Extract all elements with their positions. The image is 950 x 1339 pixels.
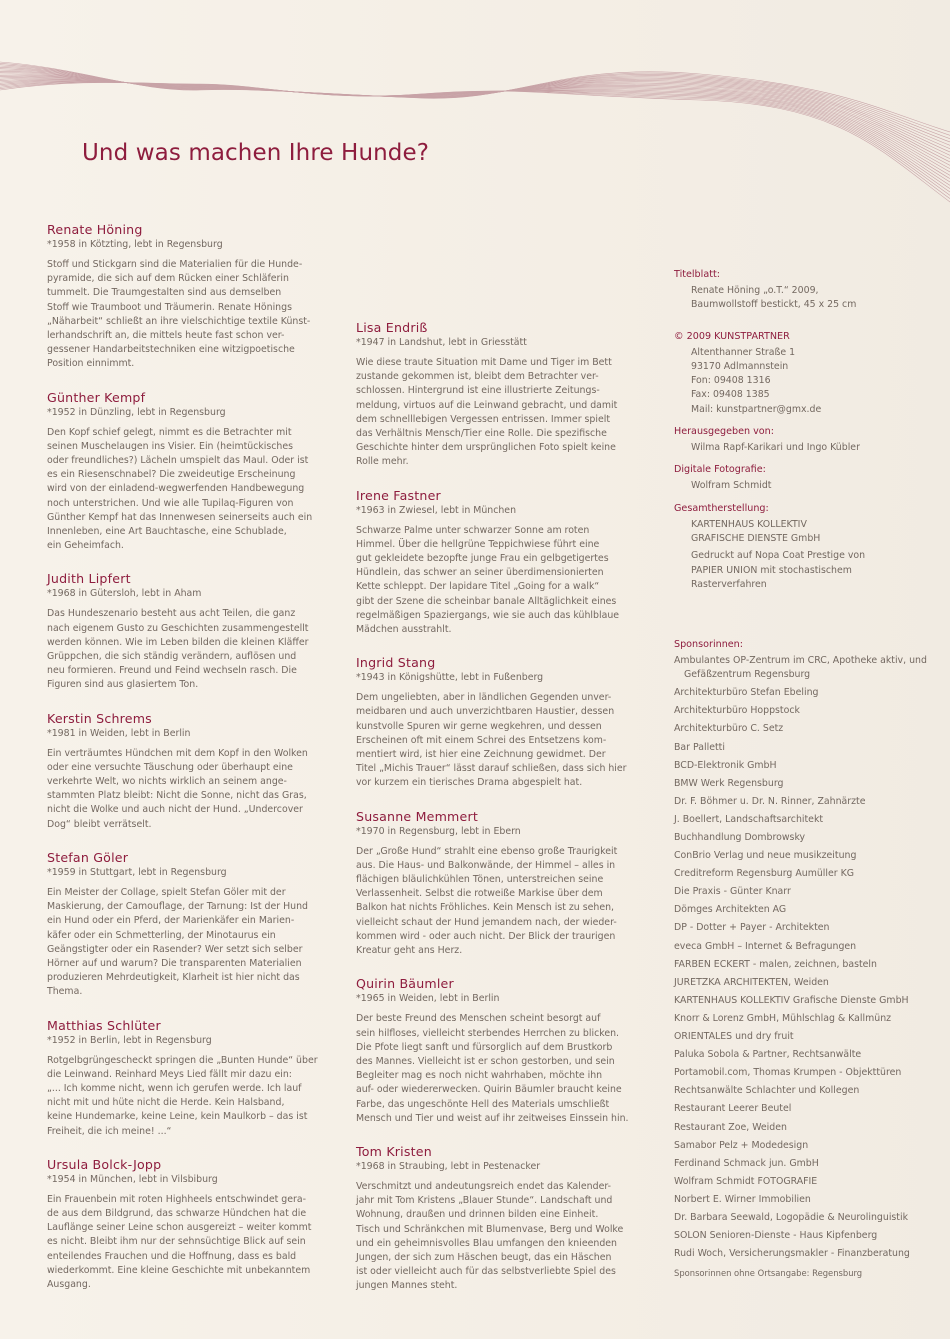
artist-meta: *1965 in Weiden, lebt in Berlin <box>356 993 500 1005</box>
sponsor-item: Samabor Pelz + Modedesign <box>674 1139 809 1151</box>
artist-text: Ein verträumtes Hündchen mit dem Kopf in den Wolken oder eine versuchte Täuschung oder überhaupt eine verkehrte Welt, wo nichts wirklich an seinem ange- stammten Platz bleibt: Nicht die Sonne, nicht das Gras, nicht die Wolke und auch nicht der Hund. „Undercover Dog“ bleibt verrätselt. <box>47 747 308 830</box>
artist-entry <box>356 488 638 638</box>
sponsors-list <box>674 654 936 1261</box>
artist-name: Lisa Endriß <box>356 320 428 335</box>
imprint-editors <box>674 425 936 455</box>
decorative-wave-lines <box>0 0 950 230</box>
artists-column-left <box>47 222 329 1292</box>
imprint-production <box>674 502 936 592</box>
sponsor-item: DP - Dotter + Payer - Architekten <box>674 922 830 934</box>
artist-entry <box>356 1144 638 1294</box>
artist-meta: *1963 in Zwiesel, lebt in München <box>356 504 517 516</box>
artist-meta: *1968 in Straubing, lebt in Pestenacker <box>356 1160 541 1172</box>
artist-meta: *1952 in Berlin, lebt in Regensburg <box>47 1034 212 1046</box>
sponsor-item: Rechtsanwälte Schlachter und Kollegen <box>674 1085 860 1097</box>
artist-name: Judith Lipfert <box>47 571 131 587</box>
sponsor-item: Buchhandlung Dombrowsky <box>674 832 806 843</box>
artist-text: Wie diese traute Situation mit Dame und Tiger im Bett zustande gekommen ist, bleibt dem Betrachter ver- schlossen. Hintergrund ist eine illustrierte Zeitungs- meldung, virtuos auf die Leinwand gebracht, und damit dem schnelllebigen Vergessen entrissen. Immer spielt das Verhältnis Mensch/Tier eine Rolle. Die spezifische Geschichte hinter dem ursprünglichen Foto spielt keine Rolle mehr. <box>356 357 618 468</box>
imprint-label: Gesamtherstellung: <box>674 502 769 514</box>
sponsor-item: Paluka Sobola & Partner, Rechtsanwälte <box>674 1049 862 1061</box>
artist-entry <box>47 390 329 554</box>
artist-meta: *1958 in Kötzting, lebt in Regensburg <box>47 239 223 250</box>
sponsor-item: Creditreform Regensburg Aumüller KG <box>674 868 855 880</box>
wave-line <box>0 81 950 189</box>
sponsor-item: BCD-Elektronik GmbH <box>674 759 777 771</box>
imprint-label: Titelblatt: <box>674 269 720 280</box>
sponsor-item: JURETZKA ARCHITEKTEN, Weiden <box>674 976 829 988</box>
email-text: Mail: kunstpartner@gmx.de <box>691 403 822 415</box>
artist-meta: *1981 in Weiden, lebt in Berlin <box>47 727 191 739</box>
sponsor-item: Restaurant Zoe, Weiden <box>674 1121 787 1133</box>
sponsor-item: Ferdinand Schmack jun. GmbH <box>674 1157 819 1169</box>
sponsor-item: Architekturbüro C. Setz <box>674 723 784 735</box>
sponsor-item: Dömges Architekten AG <box>674 904 787 916</box>
sponsor-item: Restaurant Leerer Beutel <box>674 1103 792 1115</box>
imprint-value: KARTENHAUS KOLLEKTIV GRAFISCHE DIENSTE GmbH Gedruckt auf Nopa Coat Prestige von PAPIER UNION mit stochastischem Rasterverfahren <box>691 518 866 590</box>
artist-text: Dem ungeliebten, aber in ländlichen Gegenden unver- meidbaren und auch unverzichtbaren Haustier, dessen kunstvolle Spuren wir gerne wegkehren, und dessen Erscheinen oft mit einem Schrei des Entsetzens kom- mentiert wird, ist hier eine Zeichnung gewidmet. Der Titel „Michis Trauer“ lässt darauf schließen, dass sich hier vor kurzem ein tierisches Drama abgespielt hat. <box>356 692 627 789</box>
artist-name: Irene Fastner <box>356 487 441 503</box>
sponsor-item: SOLON Senioren-Dienste - Haus Kipfenberg <box>674 1230 878 1242</box>
imprint-value: Wilma Rapf-Karikari und Ingo Kübler <box>691 442 860 454</box>
sponsor-item: Dr. Barbara Seewald, Logopädie & Neurolinguistik <box>674 1211 909 1223</box>
sponsor-item: ConBrio Verlag und neue musikzeitung <box>674 850 857 862</box>
imprint-cover <box>674 268 936 313</box>
imprint-label: Herausgegeben von: <box>674 426 774 438</box>
sponsors-note: Sponsorinnen ohne Ortsangabe: Regensburg <box>674 1268 863 1279</box>
sponsor-item: Architekturbüro Hoppstock <box>674 705 800 717</box>
sponsor-item: Norbert E. Wirner Immobilien <box>674 1193 811 1205</box>
artist-meta: *1968 in Gütersloh, lebt in Aham <box>47 588 202 600</box>
sponsor-item: Rudi Woch, Versicherungsmakler - Finanzberatung <box>674 1248 910 1260</box>
imprint-value: Renate Höning „o.T.“ 2009, Baumwollstoff bestickt, 45 x 25 cm <box>691 285 857 311</box>
artist-name: Stefan Göler <box>47 849 129 865</box>
artist-name: Renate Höning <box>47 222 143 237</box>
artist-name: Tom Kristen <box>356 1143 432 1159</box>
page-title: Und was machen Ihre Hunde? <box>82 140 430 166</box>
artist-entry <box>47 222 329 372</box>
artist-text: Verschmitzt und andeutungsreich endet das Kalender- jahr mit Tom Kristens „Blauer Stunde“. Landschaft und Wohnung, draußen und drinnen bilden eine Einheit. Tisch und Schränkchen mit Blumenvase, Berg und Wolke und ein geheimnisvolles Blau umfangen den knieenden Jungen, der sich zum Häschen beugt, das ein Häschen ist oder vielleicht auch für das selbstverliebte Spiel des jungen Mannes steht. <box>356 1180 624 1292</box>
artist-meta: *1959 in Stuttgart, lebt in Regensburg <box>47 866 227 878</box>
artist-entry <box>356 976 638 1126</box>
sponsor-item: J. Boellert, Landschaftsarchitekt <box>674 813 824 825</box>
imprint-photography <box>674 463 936 493</box>
artist-meta: *1970 in Regensburg, lebt in Ebern <box>356 825 521 837</box>
imprint-publisher <box>674 330 936 417</box>
artist-text: Den Kopf schief gelegt, nimmt es die Betrachter mit seinen Muschelaugen ins Visier. Ein (heimtückisches oder freundliches?) Lächeln umspielt das Maul. Oder ist es ein Riesenschnabel? Die zweideutige Erscheinung wird von der einladend-wegwerfenden Handbewegung noch unterstrichen. Und wie alle Tupilaq-Figuren von Günther Kempf hat das Innenwesen seinerseits auch ein Innenleben, eine Art Bauchtasche, eine Schublade, ein Geheimfach. <box>47 426 313 552</box>
artist-entry <box>356 320 638 470</box>
sponsor-item: BMW Werk Regensburg <box>674 777 784 789</box>
artist-text: Stoff und Stickgarn sind die Materialien für die Hunde- pyramide, die sich auf dem Rücken einer Schläferin tummelt. Die Traumgestalten sind aus demselben Stoff wie Traumboot und Träumerin. Renate Hönings „Näharbeit“ schließt an ihre vielschichtige textile Künst- lerhandschrift an, die mittels heute fast schon ver- gessener Handarbeitstechniken eine witzigpoetische Position einnimmt. <box>47 259 311 370</box>
artist-text: Ein Meister der Collage, spielt Stefan Göler mit der Maskierung, der Camouflage, der Tarnung: Ist der Hund ein Hund oder ein Pferd, der Marienkäfer ein Marien- käfer oder ein Schmetterling, der Minotaurus ein Geängstigter oder ein Rasender? Wer setzt sich selber Hörner auf und warum? Die transparenten Materialien produzieren Mehrdeutigkeit, Klarheit ist hier nicht das Thema. <box>47 886 308 998</box>
sponsor-item: Knorr & Lorenz GmbH, Mühlschlag & Kallmünz <box>674 1012 892 1024</box>
sponsor-item: ORIENTALES und dry fruit <box>674 1031 794 1043</box>
sponsor-item: Die Praxis - Günter Knarr <box>674 886 791 898</box>
sponsor-item: eveca GmbH – Internet & Befragungen <box>674 940 857 952</box>
sponsor-item: Wolfram Schmidt FOTOGRAFIE <box>674 1175 818 1187</box>
artist-entry <box>356 655 638 790</box>
wave-line <box>0 69 950 149</box>
wave-line <box>0 63 950 135</box>
artist-text: Ein Frauenbein mit roten Highheels entschwindet gera- de aus dem Bildgrund, das schwarze Hündchen hat die Lauflänge seiner Leine schon ausgereizt – weiter kommt es nicht. Bleibt ihm nur der sehnsüchtige Blick auf sein enteilendes Frauchen und die Hoffnung, dass es bald wiederkommt. Eine kleine Geschichte mit unbekanntem Ausgang. <box>47 1193 312 1290</box>
sponsor-item: Portamobil.com, Thomas Krumpen - Objekttüren <box>674 1067 902 1079</box>
artist-entry <box>356 809 638 959</box>
artist-text: Der „Große Hund“ strahlt eine ebenso große Traurigkeit aus. Die Haus- und Balkonwände, der Himmel – alles in flächigen bläulichkühlen Tönen, unterstreichen seine Verlassenheit. Selbst die rotweiße Markise über dem Balkon hat nichts Fröhliches. Kein Mensch ist zu sehen, vielleicht schaut der Hund jemandem nach, der wieder- kommen wird - oder auch nicht. Der Blick der traurigen Kreatur geht ans Herz. <box>356 845 618 957</box>
sponsors-heading: Sponsorinnen: <box>674 639 743 651</box>
artist-entry <box>47 1157 329 1292</box>
artist-entry <box>47 1018 329 1139</box>
artist-entry <box>47 571 329 692</box>
artist-meta: *1943 in Königshütte, lebt in Fußenberg <box>356 672 544 684</box>
sponsor-item: Dr. F. Böhmer u. Dr. N. Rinner, Zahnärzte <box>674 795 866 807</box>
artist-text: Das Hundeszenario besteht aus acht Teilen, die ganz nach eigenem Gusto zu Geschichten zusammengestellt werden können. Wie im Leben bilden die kleinen Kläffer Grüppchen, die sich ständig verändern, auflösen und neu formieren. Freund und Feind wechseln rasch. Die Figuren sind aus glasiertem Ton. <box>47 608 309 691</box>
imprint-address: Altenthanner Straße 1 93170 Adlmannstein Fon: 09408 1316 Fax: 09408 1385 Mail: kunstpartner@gmx.de <box>691 346 936 417</box>
artist-name: Susanne Memmert <box>356 808 478 824</box>
imprint-value: Wolfram Schmidt <box>691 480 772 492</box>
artist-entry <box>47 711 329 832</box>
sponsor-item: Bar Palletti <box>674 741 725 753</box>
artist-name: Quirin Bäumler <box>356 976 454 992</box>
artist-name: Matthias Schlüter <box>47 1017 161 1033</box>
artist-meta: *1947 in Landshut, lebt in Griesstätt <box>356 337 527 348</box>
sponsor-item: KARTENHAUS KOLLEKTIV Grafische Dienste GmbH <box>674 994 909 1006</box>
sponsor-item: Ambulantes OP-Zentrum im CRC, Apotheke aktiv, und Gefäßzentrum Regensburg <box>674 655 927 681</box>
sponsor-item: Architekturbüro Stefan Ebeling <box>674 687 819 699</box>
artists-column-middle <box>356 320 638 1294</box>
artist-name: Kerstin Schrems <box>47 710 152 726</box>
artist-name: Günther Kempf <box>47 389 146 405</box>
imprint-column <box>674 268 936 1279</box>
wave-line <box>0 62 950 132</box>
artist-meta: *1952 in Dünzling, lebt in Regensburg <box>47 406 226 418</box>
artist-text: Schwarze Palme unter schwarzer Sonne am roten Himmel. Über die hellgrüne Teppichwiese führt eine gut gekleidete bezopfte junge Frau ein gelbgetigertes Hündlein, das schwer an seiner überdimensionierten Kette schleppt. Der lapidare Titel „Going for a walk“ gibt der Szene die scheinbar banale Alltäglichkeit eines regelmäßigen Spaziergangs, wie sie auch das kühlblaue Mädchen ausstrahlt. <box>356 524 620 636</box>
artist-name: Ingrid Stang <box>356 655 436 671</box>
artist-entry <box>47 850 329 1000</box>
wave-line <box>0 82 950 192</box>
imprint-label: Digitale Fotografie: <box>674 464 766 476</box>
artist-name: Ursula Bolck-Jopp <box>47 1156 162 1172</box>
artist-meta: *1954 in München, lebt in Vilsbiburg <box>47 1173 218 1185</box>
artist-text: Der beste Freund des Menschen scheint besorgt auf sein hilfloses, vielleicht sterbendes Herrchen zu blicken. Die Pfote liegt sanft und fürsorglich auf dem Brustkorb des Mannes. Vielleicht ist er schon gestorben, und sein Begleiter mag es noch nicht wahrhaben, möchte ihn auf- oder wiedererwecken. Quirin Bäumler braucht keine Farbe, das ungeschönte Hell des Materials umschließt Mensch und Tier und weist auf ihr zeitweises Einssein hin. <box>356 1013 629 1124</box>
imprint-label: © 2009 KUNSTPARTNER <box>674 330 790 342</box>
artist-text: Rotgelbgrüngescheckt springen die „Bunten Hunde“ über die Leinwand. Reinhard Meys Lied fällt mir dazu ein: „... Ich komme nicht, wenn ich gerufen werde. Ich lauf nicht mit und hüte nicht die Herde. Kein Halsband, keine Hundemarke, keine Leine, kein Maulkorb – das ist Freiheit, die ich meine! ...“ <box>47 1054 318 1137</box>
sponsor-item: FARBEN ECKERT - malen, zeichnen, basteln <box>674 958 877 970</box>
